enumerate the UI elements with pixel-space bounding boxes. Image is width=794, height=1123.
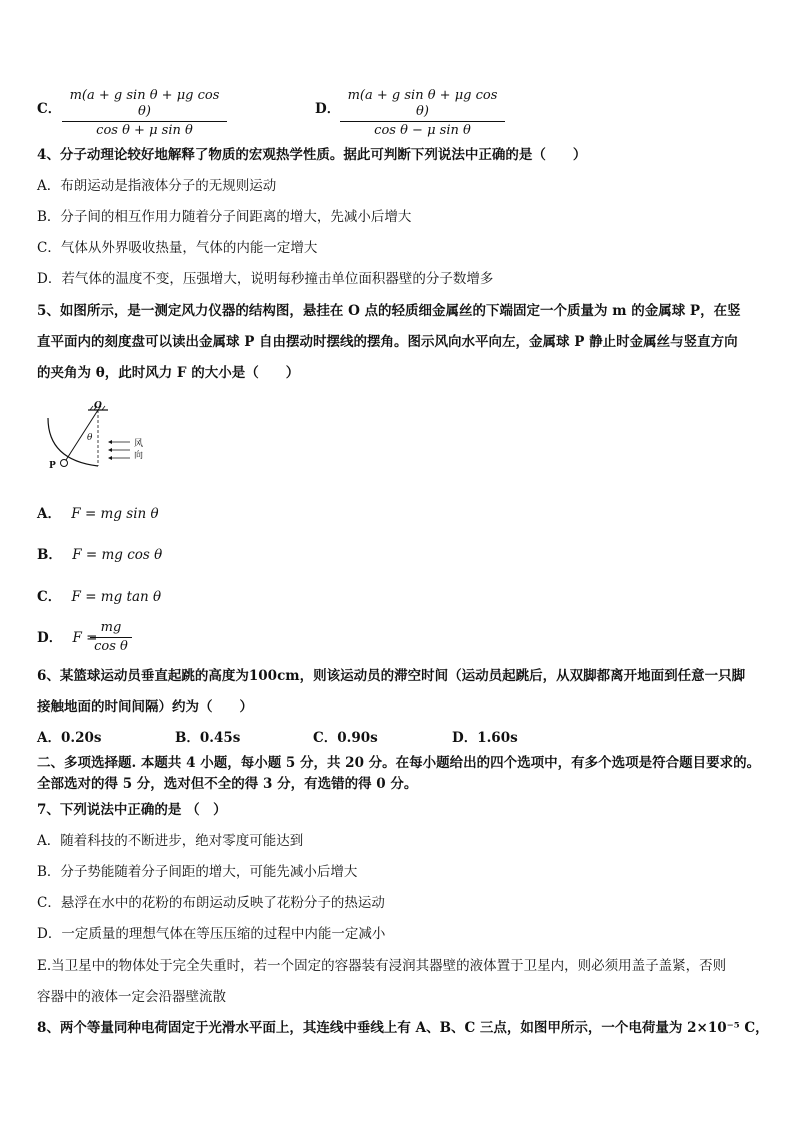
q5-label-o: O (94, 401, 102, 411)
q5-option-c: C． F = mg tan θ (37, 589, 162, 605)
q4-option-c: C．气体从外界吸收热量，气体的内能一定增大 (37, 240, 318, 256)
q5-label-wind1: 风 (134, 439, 144, 449)
q5-label-theta: θ (87, 433, 93, 443)
q3-option-c-formula: m(a + g sin θ + μg cos θ) cos θ + μ sin θ (62, 88, 227, 139)
q3-option-c-label: C． (37, 101, 62, 117)
q5-stem-line3: 的夹角为 θ，此时风力 F 的大小是（ ） (37, 365, 300, 381)
q5-label-p: P (49, 461, 56, 471)
q3-option-d-label: D． (315, 101, 341, 117)
q5-option-b: B． F = mg cos θ (37, 547, 163, 563)
q5-stem-line2: 直平面内的刻度盘可以读出金属球 P 自由摆动时摆线的摆角。图示风向水平向左，金属球 P 静止时金属丝与竖直方向 (37, 334, 738, 350)
q7-stem: 7、下列说法中正确的是 （ ） (37, 802, 227, 818)
q6-option-d: D．1.60s (452, 730, 518, 746)
q7-option-e-line2: 容器中的液体一定会沿器壁流散 (37, 989, 226, 1005)
q6-option-b: B．0.45s (175, 730, 241, 746)
q6-option-c: C．0.90s (313, 730, 378, 746)
q4-option-a: A．布朗运动是指液体分子的无规则运动 (37, 178, 277, 194)
q6-option-a: A．0.20s (37, 730, 102, 746)
q8-stem: 8、两个等量同种电荷固定于光滑水平面上，其连线中垂线上有 A、B、C 三点，如图甲所示，一个电荷量为 2×10⁻⁵ C， (37, 1020, 769, 1036)
q5-option-d-fraction: mg cos θ (90, 620, 132, 655)
q5-stem-line1: 5、如图所示，是一测定风力仪器的结构图，悬挂在 O 点的轻质细金属丝的下端固定一个质量为 m 的金属球 P，在竖 (37, 303, 741, 319)
q7-option-d: D．一定质量的理想气体在等压压缩的过程中内能一定减小 (37, 926, 386, 942)
section2-heading-line1: 二、多项选择题. 本题共 4 小题，每小题 5 分，共 20 分。在每小题给出的四个选项中，有多个选项是符合题目要求的。 (37, 755, 761, 771)
q5-label-wind2: 向 (134, 451, 144, 461)
q7-option-b: B．分子势能随着分子间距的增大，可能先减小后增大 (37, 864, 358, 880)
q4-option-d: D．若气体的温度不变，压强增大，说明每秒撞击单位面积器壁的分子数增多 (37, 271, 494, 287)
q5-option-a: A． F = mg sin θ (37, 506, 159, 522)
q7-option-c: C．悬浮在水中的花粉的布朗运动反映了花粉分子的热运动 (37, 895, 385, 911)
q7-option-e-line1: E.当卫星中的物体处于完全失重时，若一个固定的容器装有浸润其器壁的液体置于卫星内，则必须用盖子盖紧，否则 (37, 958, 727, 974)
q4-stem: 4、分子动理论较好地解释了物质的宏观热学性质。据此可判断下列说法中正确的是（ ） (37, 147, 587, 163)
section2-heading-line2: 全部选对的得 5 分，选对但不全的得 3 分，有选错的得 0 分。 (37, 776, 418, 792)
q5-option-d-label: D． F = (37, 630, 98, 646)
q7-option-a: A．随着科技的不断进步，绝对零度可能达到 (37, 833, 304, 849)
q3-option-d-formula: m(a + g sin θ + μg cos θ) cos θ − μ sin θ (340, 88, 505, 139)
q5-wind-instrument-figure (40, 398, 160, 473)
q4-option-b: B．分子间的相互作用力随着分子间距离的增大，先减小后增大 (37, 209, 412, 225)
q6-stem-line1: 6、某篮球运动员垂直起跳的高度为100cm，则该运动员的滞空时间（运动员起跳后，从双脚都离开地面到任意一只脚 (37, 668, 746, 684)
q6-stem-line2: 接触地面的时间间隔）约为（ ） (37, 699, 253, 715)
